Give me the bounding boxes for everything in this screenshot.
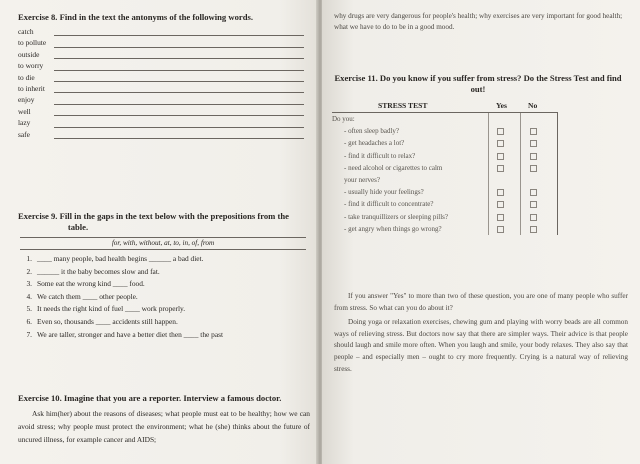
sentence-number: 4. — [26, 291, 32, 301]
antonym-row — [18, 107, 308, 118]
antonym-list — [18, 27, 308, 141]
exercise-10 — [18, 393, 310, 446]
antonym-row — [18, 130, 308, 141]
yes-checkbox[interactable] — [497, 214, 504, 221]
stress-question: - often sleep badly? — [344, 127, 400, 136]
antonym-word: well — [18, 106, 31, 116]
yes-checkbox[interactable] — [497, 201, 504, 208]
stress-question-row — [332, 223, 557, 235]
stress-question: - take tranquillizers or sleeping pills? — [344, 212, 448, 221]
sentence-row — [18, 329, 308, 342]
stress-test-title: STRESS TEST — [378, 101, 428, 110]
left-page — [0, 0, 318, 464]
yes-checkbox[interactable] — [497, 226, 504, 233]
stress-test-header — [332, 101, 558, 113]
antonym-row — [18, 118, 308, 129]
antonym-row — [18, 95, 308, 106]
antonym-word: to inherit — [18, 83, 45, 93]
sentence-text: It needs the right kind of fuel ____ work properly. — [37, 304, 186, 314]
no-checkbox[interactable] — [530, 128, 537, 135]
sentence-row — [18, 253, 308, 266]
sentence-number: 5. — [26, 304, 32, 314]
antonym-word: to pollute — [18, 38, 47, 48]
sentence-number: 2. — [26, 266, 32, 276]
antonym-word: catch — [18, 27, 34, 36]
sentence-number: 3. — [26, 279, 32, 289]
sentence-text: ____ many people, bad health begins ______ a bad diet. — [37, 254, 204, 263]
sentence-number: 7. — [26, 329, 32, 339]
exercise-10-heading: Exercise 10. Imagine that you are a reporter. Interview a famous doctor. — [18, 393, 282, 403]
antonym-row — [18, 38, 308, 49]
yes-checkbox[interactable] — [497, 140, 504, 147]
antonym-word: to die — [18, 72, 35, 82]
exercise-11-heading: Exercise 11. Do you know if you suffer from stress? Do the Stress Test and find out! — [334, 73, 622, 94]
no-checkbox[interactable] — [530, 226, 537, 233]
antonym-word: outside — [18, 49, 40, 59]
exercise-8-heading: Exercise 8. Find in the text the antonyms of the following words. — [18, 12, 253, 22]
answer-line — [54, 35, 304, 36]
answer-line — [54, 81, 304, 82]
yes-checkbox[interactable] — [497, 189, 504, 196]
stress-question-row — [332, 125, 557, 137]
antonym-row — [18, 27, 308, 38]
sentence-row — [18, 291, 308, 304]
antonym-row — [18, 84, 308, 95]
antonym-row — [18, 50, 308, 61]
answer-line — [54, 127, 304, 128]
sentence-row — [18, 303, 308, 316]
no-checkbox[interactable] — [530, 189, 537, 196]
stress-question: - need alcohol or cigarettes to calm — [344, 163, 443, 172]
no-checkbox[interactable] — [530, 201, 537, 208]
no-checkbox[interactable] — [530, 214, 537, 221]
answer-line — [54, 47, 304, 48]
exercise-9-heading: Exercise 9. Fill in the gaps in the text below with the prepositions from the — [18, 211, 289, 221]
sentence-row — [18, 278, 308, 291]
stress-question: - find it difficult to relax? — [344, 151, 416, 160]
sentence-row — [18, 316, 308, 329]
sentence-text: Some eat the wrong kind ____ food. — [37, 279, 145, 289]
antonym-word: to worry — [18, 61, 44, 71]
exercise-9-subtitle: table. — [67, 222, 89, 232]
stress-paragraph: Doing yoga or relaxation exercises, chewing gum and playing with worry beads are all common ways of relieving stress. But doctors now say that there are simpler ways. Their advice is that people should laugh and smile more often. When you laugh and smile, your body relaxes. They also say that people – and especially men – ought to cry more frequently. Crying is a natural way of relieving stress. — [334, 318, 628, 373]
yes-checkbox[interactable] — [497, 153, 504, 160]
no-checkbox[interactable] — [530, 165, 537, 172]
sentence-number: 1. — [26, 254, 32, 263]
sentence-text: We catch them ____ other people. — [37, 291, 138, 301]
answer-line — [54, 104, 304, 105]
stress-paragraph: If you answer "Yes" to more than two of these question, you are one of many people who suffer from stress. So what can you do about it? — [334, 292, 628, 312]
stress-question-row — [332, 137, 557, 149]
preposition-table: for, with, without, at, to, in, of, from — [20, 237, 306, 250]
stress-question-row — [332, 162, 557, 174]
stress-question-row — [332, 174, 557, 186]
sentence-row — [18, 266, 308, 279]
exercise-8 — [18, 12, 308, 141]
exercise-10-text: Ask him(her) about the reasons of diseases; what people must eat to be healthy; how we can avoid stress; why people must protect the environment; what he (she) thinks about the future of uncured illness, for example cancer and AIDS; — [18, 409, 310, 444]
stress-test-intro — [332, 113, 557, 125]
stress-test-table — [332, 101, 558, 235]
stress-question-row — [332, 198, 557, 210]
stress-test-body — [332, 113, 558, 235]
stress-question: - usually hide your feelings? — [344, 188, 424, 197]
stress-question: - get angry when things go wrong? — [344, 224, 442, 233]
intro-text: Do you: — [332, 115, 355, 123]
gap-fill-sentences — [18, 253, 308, 341]
yes-column-label: Yes — [496, 101, 507, 110]
antonym-word: enjoy — [18, 95, 35, 105]
no-checkbox[interactable] — [530, 140, 537, 147]
stress-question: - get headaches a lot? — [344, 139, 405, 148]
yes-checkbox[interactable] — [497, 128, 504, 135]
stress-question-row — [332, 150, 557, 162]
right-page — [322, 0, 640, 464]
antonym-row — [18, 61, 308, 72]
sentence-text: ______ it the baby becomes slow and fat. — [37, 266, 160, 276]
answer-line — [54, 58, 304, 59]
exercise-11 — [330, 73, 626, 235]
stress-question: your nerves? — [344, 175, 380, 184]
stress-question-row — [332, 186, 557, 198]
stress-question: - find it difficult to concentrate? — [344, 200, 434, 209]
antonym-row — [18, 73, 308, 84]
exercise-10-continuation: why drugs are very dangerous for people's health; why exercises are very important for good health; what we have to do to be in a good mood. — [334, 12, 623, 31]
answer-line — [54, 138, 304, 139]
answer-line — [54, 115, 304, 116]
antonym-word: lazy — [18, 118, 31, 128]
sentence-text: Even so, thousands ____ accidents still happen. — [37, 316, 178, 326]
stress-paragraphs — [334, 291, 628, 378]
no-checkbox[interactable] — [530, 153, 537, 160]
answer-line — [54, 70, 304, 71]
answer-line — [54, 92, 304, 93]
sentence-number: 6. — [26, 316, 32, 326]
no-column-label: No — [528, 101, 538, 110]
antonym-word: safe — [18, 129, 30, 139]
yes-checkbox[interactable] — [497, 165, 504, 172]
sentence-text: We are taller, stronger and have a better diet then ____ the past — [37, 329, 224, 339]
exercise-9 — [18, 211, 308, 341]
stress-question-row — [332, 211, 557, 223]
